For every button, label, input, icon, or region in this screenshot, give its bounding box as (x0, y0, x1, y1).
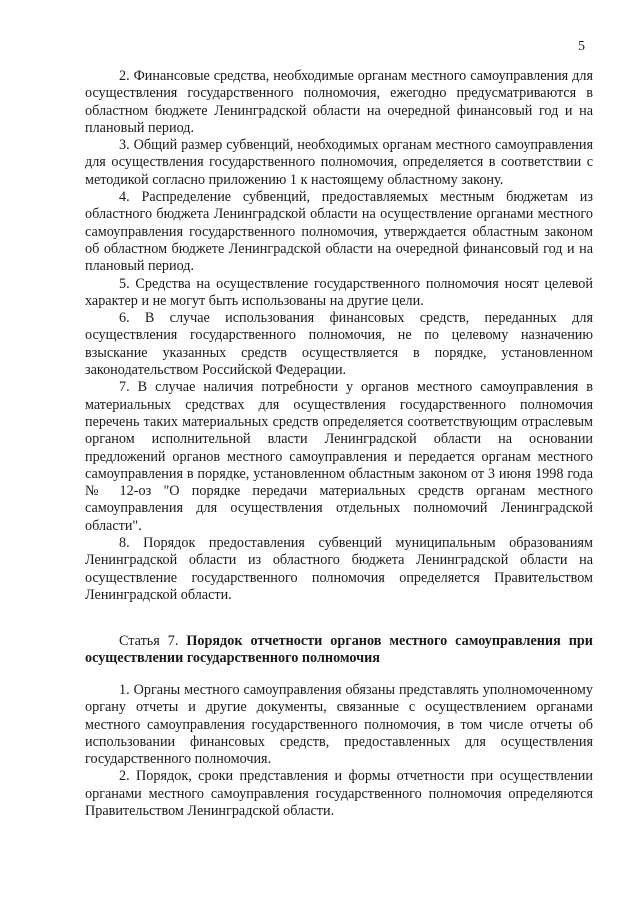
paragraph: 4. Распределение субвенций, предоставляемых местным бюджетам из областного бюджета Ленинградской области на осуществление органами местного самоуправления государственного полномочия, утверждается областным законом об областном бюджете Ленинградской области на очередной финансовый год и на плановый период. (85, 189, 593, 275)
paragraph: 2. Финансовые средства, необходимые органам местного самоуправления для осуществления государственного полномочия, ежегодно предусматриваются в областном бюджете Ленинградской области на очередной финансовый год и на плановый период. (85, 68, 593, 136)
paragraph: 3. Общий размер субвенций, необходимых органам местного самоуправления для осуществления государственного полномочия, определяется в соответствии с методикой согласно приложению 1 к настоящему областному закону. (85, 137, 593, 188)
paragraph: 8. Порядок предоставления субвенций муниципальным образованиям Ленинградской области из областного бюджета Ленинградской области на осуществление государственного полномочия определяется Правительством Ленинградской области. (85, 535, 593, 603)
article-title (85, 633, 593, 668)
article-title-text: Порядок отчетности органов местного самоуправления при осуществлении государственного полномочия (85, 633, 593, 667)
article-prefix: Статья 7. (119, 633, 179, 649)
paragraphs-top (85, 68, 593, 604)
paragraph: 5. Средства на осуществление государственного полномочия носят целевой характер и не могут быть использованы на другие цели. (85, 275, 593, 309)
paragraph: 2. Порядок, сроки представления и формы отчетности при осуществлении органами местного самоуправления государственного полномочия определяются Правительством Ленинградской области. (85, 768, 593, 820)
article-heading (85, 633, 593, 668)
paragraph: 7. В случае наличия потребности у органов местного самоуправления в материальных средствах для осуществления государственного полномочия перечень таких материальных средств определяется соответствующим отраслевым органом исполнительной власти Ленинградской области на основании предложений органов местного самоуправления и передается органам местного самоуправления в порядке, установленном областным законом от 3 июня 1998 года № 12-оз "О порядке передачи материальных средств органам местного самоуправления для осуществления отдельных полномочий Ленинградской области". (85, 379, 593, 534)
paragraph: 1. Органы местного самоуправления обязаны представлять уполномоченному органу отчеты и другие документы, связанные с осуществлением органами местного самоуправления государственного полномочия, в том числе отчеты об использовании финансовых средств, предоставленных для осуществления государственного полномочия. (85, 682, 593, 768)
page-number: 5 (578, 39, 585, 54)
paragraphs-bottom (85, 682, 593, 820)
paragraph: 6. В случае использования финансовых средств, переданных для осуществления государственного полномочия, не по целевому назначению взыскание указанных средств осуществляется в порядке, установленном законодательством Российской Федерации. (85, 310, 593, 379)
